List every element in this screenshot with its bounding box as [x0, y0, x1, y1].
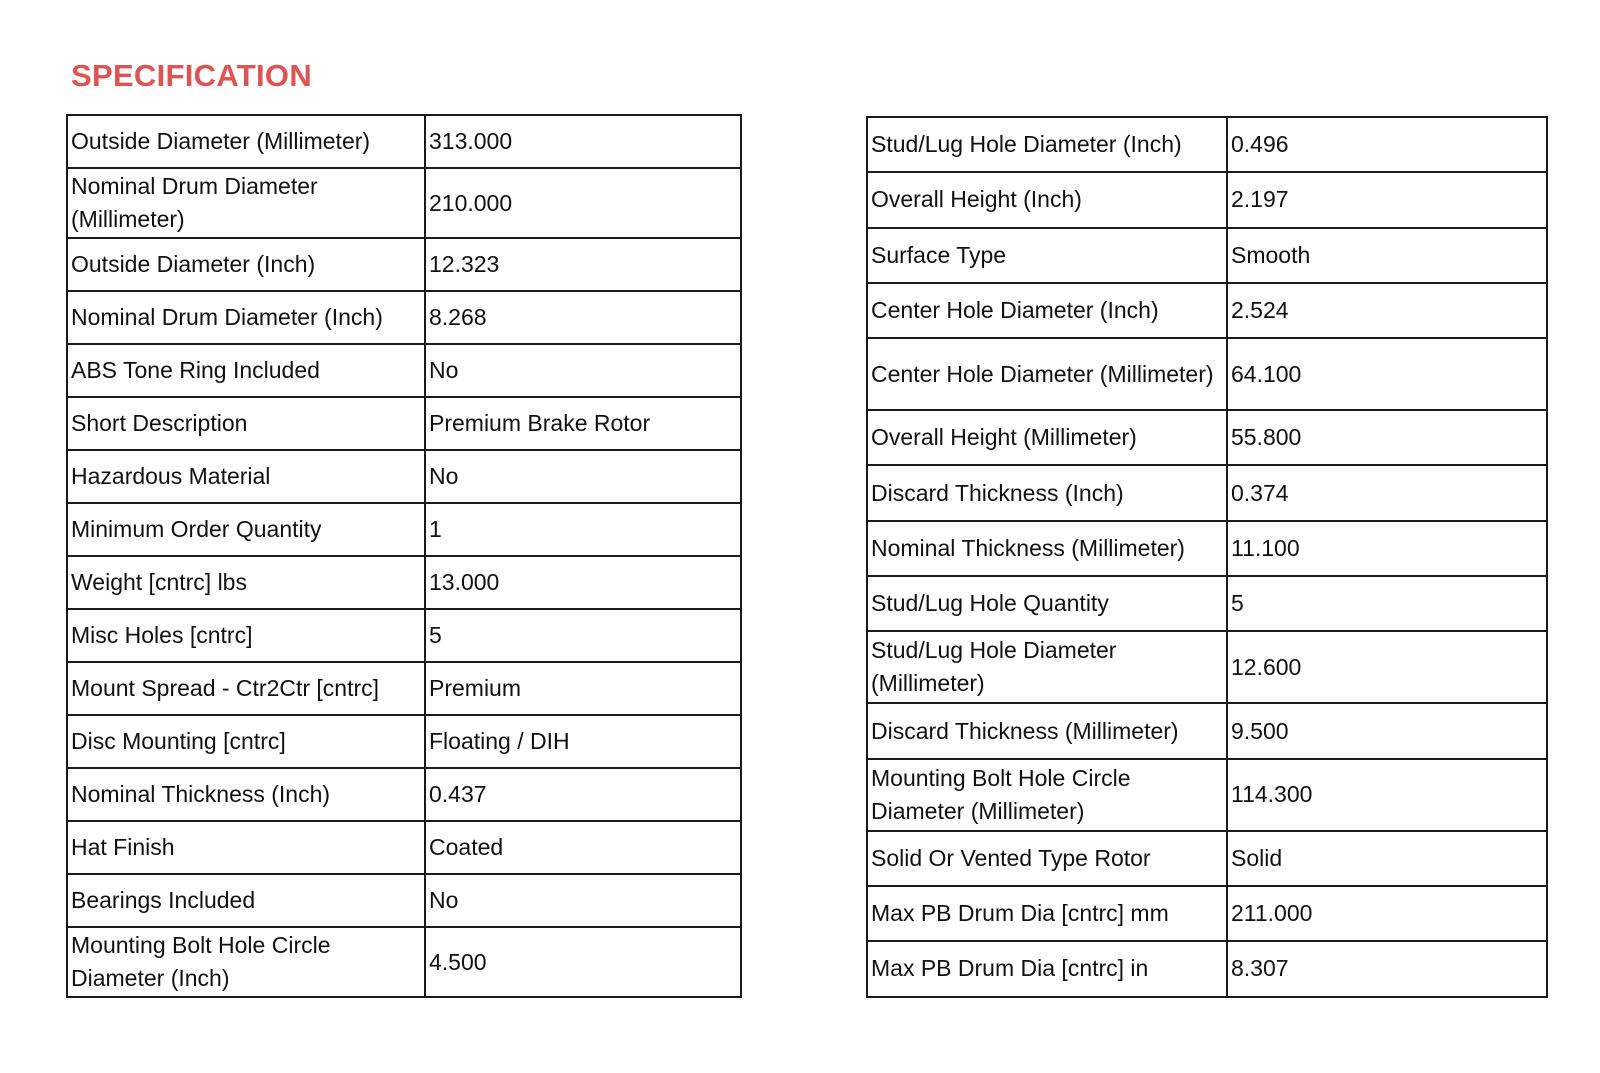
table-row [867, 465, 1547, 520]
spec-label: Short Description [67, 397, 425, 450]
spec-value: Smooth [1227, 228, 1547, 283]
table-row [67, 768, 741, 821]
spec-label: Disc Mounting [cntrc] [67, 715, 425, 768]
table-row [867, 117, 1547, 172]
spec-label: Overall Height (Millimeter) [867, 410, 1227, 465]
spec-value: No [425, 874, 741, 927]
table-row [67, 115, 741, 168]
spec-label: Hat Finish [67, 821, 425, 874]
table-row [67, 609, 741, 662]
spec-value: 12.323 [425, 238, 741, 291]
spec-value: Premium [425, 662, 741, 715]
spec-value: Floating / DIH [425, 715, 741, 768]
page-title: SPECIFICATION [71, 58, 313, 93]
spec-label: Solid Or Vented Type Rotor [867, 831, 1227, 886]
spec-label: Nominal Drum Diameter (Inch) [67, 291, 425, 344]
spec-value: No [425, 450, 741, 503]
spec-value: 313.000 [425, 115, 741, 168]
spec-label: Max PB Drum Dia [cntrc] in [867, 941, 1227, 996]
table-row [867, 410, 1547, 465]
spec-value: 64.100 [1227, 338, 1547, 410]
table-row [867, 941, 1547, 996]
table-row [867, 703, 1547, 758]
table-row [67, 821, 741, 874]
spec-value: 0.496 [1227, 117, 1547, 172]
table-row [867, 283, 1547, 338]
spec-value: 13.000 [425, 556, 741, 609]
spec-label: Outside Diameter (Millimeter) [67, 115, 425, 168]
spec-value: 0.437 [425, 768, 741, 821]
spec-label: Stud/Lug Hole Diameter (Millimeter) [867, 631, 1227, 703]
spec-label: Nominal Thickness (Inch) [67, 768, 425, 821]
table-row [67, 238, 741, 291]
spec-label: Stud/Lug Hole Quantity [867, 576, 1227, 631]
table-row [67, 344, 741, 397]
spec-table-right-body [867, 117, 1547, 997]
spec-label: Hazardous Material [67, 450, 425, 503]
spec-label: Weight [cntrc] lbs [67, 556, 425, 609]
table-row [867, 172, 1547, 227]
spec-label: Minimum Order Quantity [67, 503, 425, 556]
spec-value: Solid [1227, 831, 1547, 886]
spec-label: Stud/Lug Hole Diameter (Inch) [867, 117, 1227, 172]
table-row [867, 338, 1547, 410]
spec-value: 55.800 [1227, 410, 1547, 465]
spec-label: Mounting Bolt Hole Circle Diameter (Inch) [67, 927, 425, 997]
table-row [867, 631, 1547, 703]
table-row [67, 927, 741, 997]
table-row [867, 886, 1547, 941]
spec-label: Center Hole Diameter (Millimeter) [867, 338, 1227, 410]
spec-value: Coated [425, 821, 741, 874]
spec-value: 114.300 [1227, 759, 1547, 831]
spec-label: Bearings Included [67, 874, 425, 927]
spec-value: 2.524 [1227, 283, 1547, 338]
spec-value: 1 [425, 503, 741, 556]
spec-table-right [866, 116, 1548, 998]
spec-label: Max PB Drum Dia [cntrc] mm [867, 886, 1227, 941]
table-row [67, 503, 741, 556]
spec-value: 2.197 [1227, 172, 1547, 227]
spec-value: 5 [1227, 576, 1547, 631]
spec-value: 210.000 [425, 168, 741, 238]
spec-value: 4.500 [425, 927, 741, 997]
spec-label: Discard Thickness (Millimeter) [867, 703, 1227, 758]
table-row [67, 662, 741, 715]
spec-label: Center Hole Diameter (Inch) [867, 283, 1227, 338]
spec-label: ABS Tone Ring Included [67, 344, 425, 397]
spec-table-left-body [67, 115, 741, 997]
spec-value: 8.307 [1227, 941, 1547, 996]
spec-label: Outside Diameter (Inch) [67, 238, 425, 291]
table-row [67, 450, 741, 503]
spec-value: 211.000 [1227, 886, 1547, 941]
table-row [867, 759, 1547, 831]
table-row [67, 715, 741, 768]
spec-value: No [425, 344, 741, 397]
spec-table-left [66, 114, 742, 998]
table-row [67, 874, 741, 927]
spec-value: 8.268 [425, 291, 741, 344]
spec-label: Mount Spread - Ctr2Ctr [cntrc] [67, 662, 425, 715]
spec-label: Discard Thickness (Inch) [867, 465, 1227, 520]
spec-label: Nominal Drum Diameter (Millimeter) [67, 168, 425, 238]
spec-value: 11.100 [1227, 521, 1547, 576]
table-row [67, 168, 741, 238]
table-row [867, 576, 1547, 631]
spec-label: Overall Height (Inch) [867, 172, 1227, 227]
spec-label: Mounting Bolt Hole Circle Diameter (Millimeter) [867, 759, 1227, 831]
table-row [867, 521, 1547, 576]
spec-value: 9.500 [1227, 703, 1547, 758]
spec-value: 12.600 [1227, 631, 1547, 703]
table-row [867, 228, 1547, 283]
table-row [67, 556, 741, 609]
spec-label: Nominal Thickness (Millimeter) [867, 521, 1227, 576]
table-row [867, 831, 1547, 886]
table-row [67, 291, 741, 344]
spec-value: Premium Brake Rotor [425, 397, 741, 450]
spec-label: Surface Type [867, 228, 1227, 283]
table-row [67, 397, 741, 450]
spec-label: Misc Holes [cntrc] [67, 609, 425, 662]
spec-value: 5 [425, 609, 741, 662]
spec-value: 0.374 [1227, 465, 1547, 520]
